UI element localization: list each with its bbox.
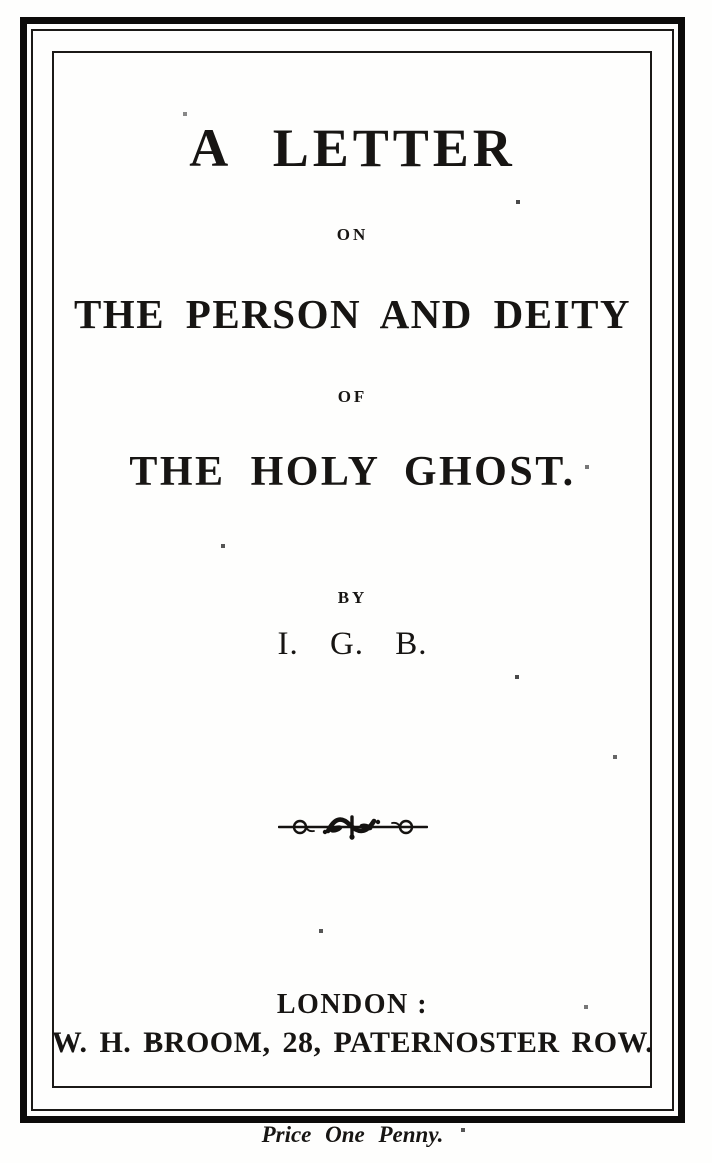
outer-frame (20, 17, 685, 1123)
scan-specks (0, 0, 2, 2)
flourish-divider-icon (278, 810, 428, 844)
title-line-subject: THE PERSON AND DEITY (73, 291, 632, 337)
byline-label: BY (337, 588, 368, 607)
title-line-object: THE HOLY GHOST. (129, 449, 576, 495)
title-connector-of: OF (337, 387, 368, 406)
inner-frame (52, 51, 652, 1088)
title-line-main: A LETTER (189, 118, 516, 178)
imprint-publisher: W. H. BROOM, 28, PATERNOSTER ROW. (51, 1026, 654, 1059)
imprint-city: LONDON : (276, 989, 429, 1020)
ornament-row (20, 810, 685, 844)
author-initials: I. G. B. (277, 626, 428, 662)
title-connector-on: ON (336, 225, 369, 244)
price-note: Price One Penny. (261, 1122, 444, 1147)
middle-frame (31, 29, 674, 1111)
